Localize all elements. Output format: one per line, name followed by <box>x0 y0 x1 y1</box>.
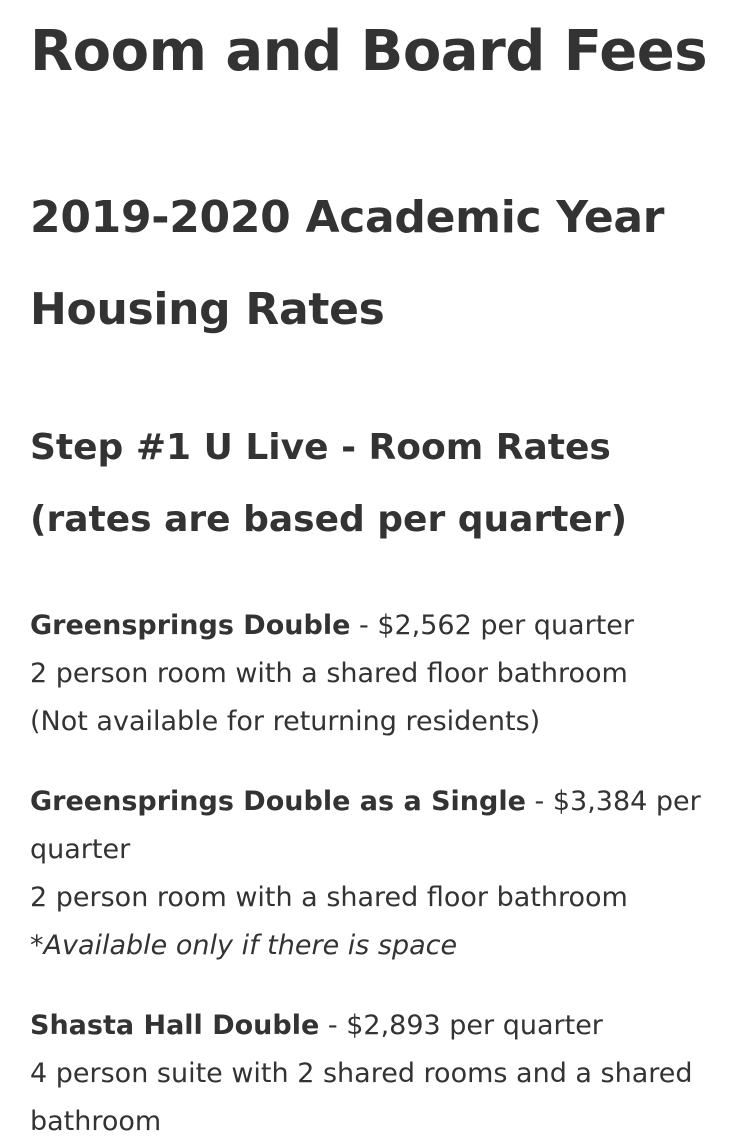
fee-description: 2 person room with a shared floor bathroom <box>30 658 628 689</box>
fee-name: Greensprings Double as a Single <box>30 786 526 817</box>
fee-price: $2,562 per quarter <box>377 610 634 641</box>
fee-note: *Available only if there is space <box>30 930 458 961</box>
section-heading: Step #1 U Live - Room Rates (rates are based per quarter) <box>30 427 628 540</box>
fee-name: Greensprings Double <box>30 610 351 641</box>
fee-item-greensprings-double-single <box>30 778 720 970</box>
fee-price: $3,384 per quarter <box>30 786 701 865</box>
page-title: Room and Board Fees <box>30 19 708 84</box>
fee-separator: - <box>525 786 553 817</box>
fee-list <box>30 602 720 1146</box>
fee-separator: - <box>319 1010 347 1041</box>
page-subtitle: 2019-2020 Academic Year Housing Rates <box>30 192 665 335</box>
fee-detail: (Not available for returning residents) <box>30 706 541 737</box>
fee-description: 2 person room with a shared floor bathroom <box>30 882 628 913</box>
fee-item-greensprings-double <box>30 602 720 746</box>
fee-price: $2,893 per quarter <box>346 1010 603 1041</box>
fee-description: 4 person suite with 2 shared rooms and a shared bathroom <box>30 1058 693 1137</box>
fee-name: Shasta Hall Double <box>30 1010 320 1041</box>
fee-separator: - <box>350 610 378 641</box>
fee-item-shasta-hall-double <box>30 1002 720 1146</box>
